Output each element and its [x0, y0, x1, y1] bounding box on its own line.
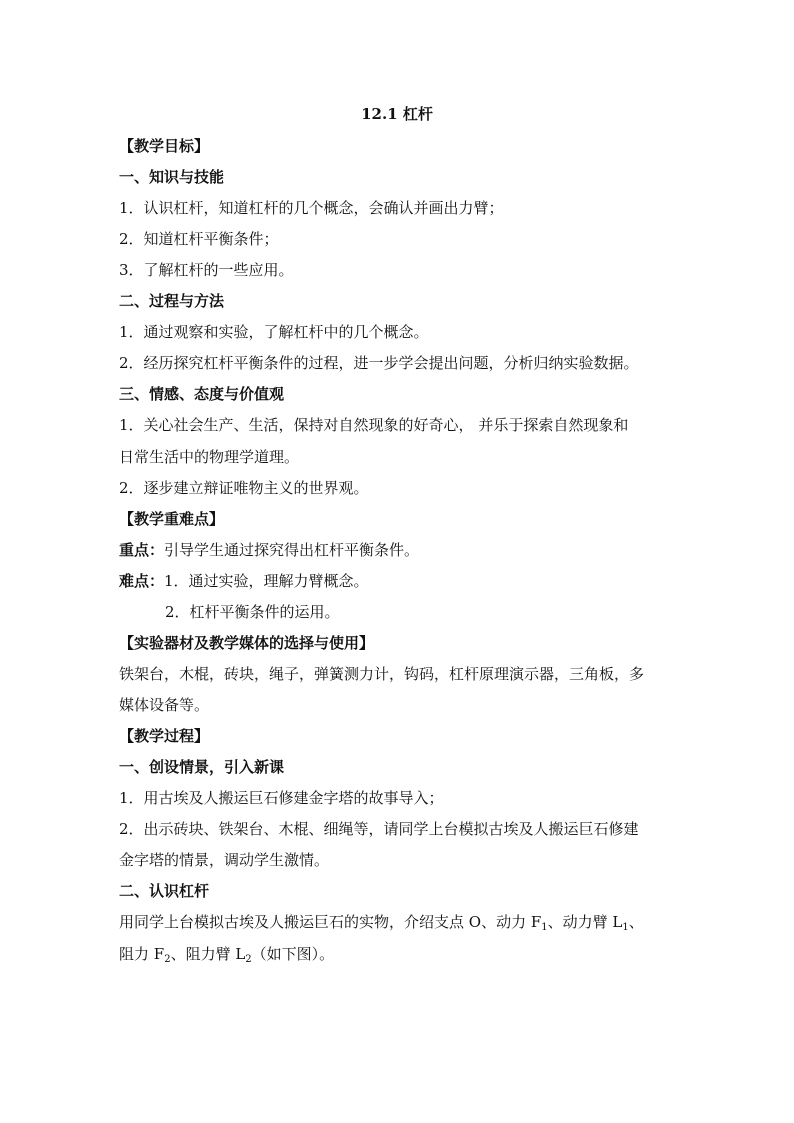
- key-points-heading: 【教学重难点】: [119, 510, 225, 528]
- part2-text: [119, 911, 644, 933]
- focus-text: 引导学生通过探究得出杠杆平衡条件。: [164, 541, 420, 559]
- difficulty-item: 1．通过实验，理解力臂概念。: [164, 572, 369, 590]
- difficulty-label: 难点：: [119, 572, 165, 590]
- list-item: 1．通过观察和实验，了解杠杆中的几个概念。: [119, 323, 429, 341]
- focus-line: [119, 539, 419, 560]
- text-segment: 、: [628, 913, 644, 931]
- subscript: 1: [541, 922, 548, 933]
- subscript: 2: [245, 954, 252, 965]
- list-item: 2．经历探究杠杆平衡条件的过程，进一步学会提出问题，分析归纳实验数据。: [119, 354, 639, 372]
- difficulty-item: 2．杠杆平衡条件的运用。: [165, 603, 340, 621]
- text-segment: 、阻力臂 L: [170, 945, 246, 963]
- list-item: 3．了解杠杆的一些应用。: [119, 261, 294, 279]
- list-item-continuation: 日常生活中的物理学道理。: [119, 448, 300, 466]
- subscript: 2: [164, 954, 171, 965]
- part1-heading: 一、创设情景，引入新课: [119, 758, 285, 776]
- objectives-heading: 【教学目标】: [119, 137, 210, 155]
- list-item: 1．认识杠杆，知道杠杆的几个概念，会确认并画出力臂；: [119, 199, 504, 217]
- section-attitude-heading: 三、情感、态度与价值观: [119, 385, 285, 403]
- page-title: 12.1 杠杆: [361, 105, 433, 123]
- process-heading: 【教学过程】: [119, 727, 210, 745]
- text-segment: （如下图）。: [251, 945, 335, 963]
- list-item: 1．关心社会生产、生活，保持对自然现象的好奇心， 并乐于探索自然现象和: [119, 416, 629, 434]
- list-item: 2．逐步建立辩证唯物主义的世界观。: [119, 479, 369, 497]
- part2-text-continuation: [119, 943, 334, 965]
- list-item-continuation: 金字塔的情景，调动学生激情。: [119, 851, 330, 869]
- section-knowledge-heading: 一、知识与技能: [119, 168, 225, 186]
- subscript: 1: [622, 922, 629, 933]
- equipment-text-continuation: 媒体设备等。: [119, 696, 210, 714]
- list-item: 2．知道杠杆平衡条件；: [119, 230, 279, 248]
- equipment-heading: 【实验器材及教学媒体的选择与使用】: [119, 634, 375, 652]
- focus-label: 重点：: [119, 541, 165, 559]
- list-item: 2．出示砖块、铁架台、木棍、细绳等，请同学上台模拟古埃及人搬运巨石修建: [119, 820, 639, 838]
- list-item: 1．用古埃及人搬运巨石修建金字塔的故事导入；: [119, 789, 444, 807]
- difficulty-line: [119, 570, 369, 591]
- text-segment: 阻力 F: [119, 945, 165, 963]
- section-process-heading: 二、过程与方法: [119, 292, 225, 310]
- text-segment: 、动力臂 L: [547, 913, 623, 931]
- equipment-text: 铁架台，木棍，砖块，绳子，弹簧测力计，钩码，杠杆原理演示器，三角板，多: [119, 665, 645, 683]
- part2-heading: 二、认识杠杆: [119, 882, 210, 900]
- text-segment: 用同学上台模拟古埃及人搬运巨石的实物，介绍支点 O、动力 F: [119, 913, 542, 931]
